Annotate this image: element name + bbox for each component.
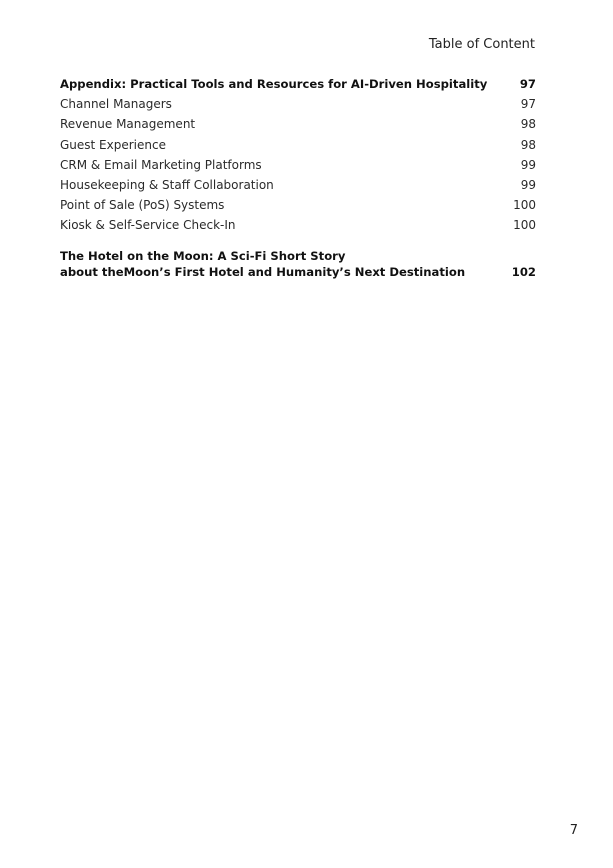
toc-story-title-line2: about theMoon’s First Hotel and Humanity’s Next Destination — [60, 264, 466, 279]
toc-entry-page: 99 — [520, 157, 536, 172]
toc-section-page: 97 — [519, 77, 536, 91]
toc-entry-title: Channel Managers — [60, 97, 172, 112]
toc-entry[interactable] — [60, 195, 536, 215]
toc-entry-page: 98 — [520, 117, 536, 132]
table-of-contents — [60, 74, 536, 280]
toc-entry[interactable] — [60, 155, 536, 175]
toc-story-title — [60, 248, 465, 280]
toc-section-title: Appendix: Practical Tools and Resources for AI-Driven Hospitality — [60, 77, 488, 91]
toc-section-appendix[interactable] — [60, 74, 536, 94]
toc-entry-title: CRM & Email Marketing Platforms — [60, 157, 262, 172]
page-number: 7 — [569, 823, 578, 838]
toc-entry[interactable] — [60, 175, 536, 195]
toc-section-story[interactable] — [60, 248, 536, 280]
toc-entry[interactable] — [60, 94, 536, 114]
running-header: Table of Content — [428, 37, 535, 52]
toc-entry-title: Kiosk & Self-Service Check-In — [60, 218, 236, 233]
toc-entry-title: Housekeeping & Staff Collaboration — [60, 178, 274, 193]
toc-entry-title: Guest Experience — [60, 137, 166, 152]
toc-entry-page: 97 — [520, 97, 536, 112]
toc-entry-title: Point of Sale (PoS) Systems — [60, 198, 225, 213]
toc-entry-page: 99 — [520, 178, 536, 193]
toc-entry-page: 100 — [513, 198, 536, 213]
toc-entry[interactable] — [60, 135, 536, 155]
toc-story-title-line1: The Hotel on the Moon: A Sci-Fi Short Story — [60, 248, 346, 263]
toc-entry[interactable] — [60, 215, 536, 235]
toc-entry[interactable] — [60, 114, 536, 134]
toc-entry-title: Revenue Management — [60, 117, 196, 132]
toc-entry-page: 100 — [513, 218, 536, 233]
toc-entry-page: 98 — [520, 137, 536, 152]
toc-story-page: 102 — [511, 264, 536, 279]
